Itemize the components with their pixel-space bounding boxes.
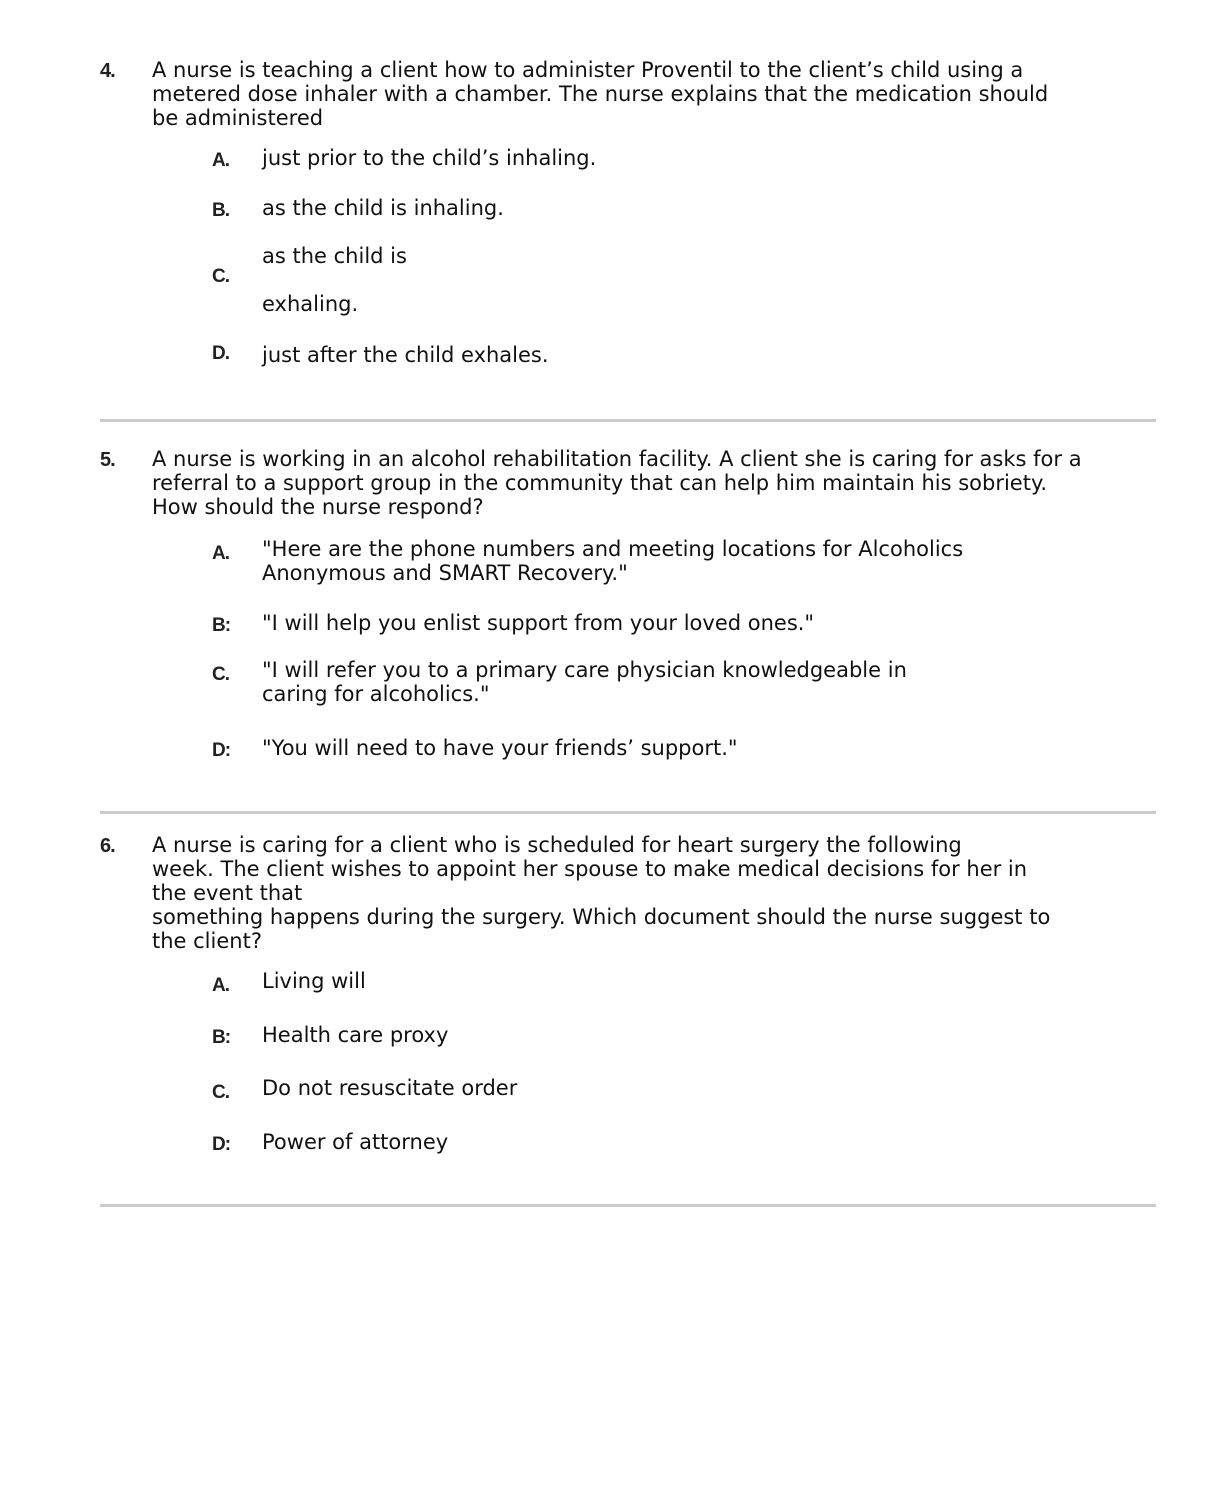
option-text: Health care proxy (262, 1023, 449, 1047)
option-letter: D. (212, 343, 229, 364)
option-letter: D: (212, 1134, 231, 1155)
section-divider (100, 419, 1156, 422)
question-text: A nurse is caring for a client who is scheduled for heart surgery the following week. The client wishes to appoint her spouse to make medical decisions for her in the event that something happens during the surgery. Which document should the nurse suggest to the client? (152, 833, 1051, 953)
option-text: Living will (262, 969, 366, 993)
question-number: 6. (100, 835, 115, 857)
option-letter: C. (212, 664, 229, 685)
option-letter: B: (212, 615, 231, 636)
question-text: A nurse is teaching a client how to administer Proventil to the client’s child using a metered dose inhaler with a chamber. The nurse explains that the medication should be administered (152, 58, 1049, 130)
option-text: as the child is exhaling. (262, 244, 407, 316)
option-text: "I will help you enlist support from your loved ones." (262, 611, 815, 635)
option-text: just prior to the child’s inhaling. (262, 146, 597, 170)
option-text: Power of attorney (262, 1130, 449, 1154)
option-text: Do not resuscitate order (262, 1076, 518, 1100)
question-number: 4. (100, 60, 115, 82)
option-letter: C. (212, 1082, 229, 1103)
option-letter: A. (212, 543, 229, 564)
option-text: as the child is inhaling. (262, 196, 504, 220)
question-number: 5. (100, 449, 115, 471)
option-text: "You will need to have your friends’ support." (262, 736, 738, 760)
option-text: "I will refer you to a primary care physician knowledgeable in caring for alcoholics." (262, 658, 907, 706)
option-text: "Here are the phone numbers and meeting locations for Alcoholics Anonymous and SMART Recovery." (262, 537, 964, 585)
option-letter: B: (212, 1027, 231, 1048)
option-letter: C. (212, 266, 229, 287)
section-divider (100, 811, 1156, 814)
option-letter: A. (212, 150, 229, 171)
option-text: just after the child exhales. (262, 343, 549, 367)
option-letter: D: (212, 740, 231, 761)
option-letter: A. (212, 975, 229, 996)
section-divider (100, 1204, 1156, 1207)
option-letter: B. (212, 200, 229, 221)
question-text: A nurse is working in an alcohol rehabilitation facility. A client she is caring for asks for a referral to a support group in the community that can help him maintain his sobriety. How should the nurse respond? (152, 447, 1082, 519)
